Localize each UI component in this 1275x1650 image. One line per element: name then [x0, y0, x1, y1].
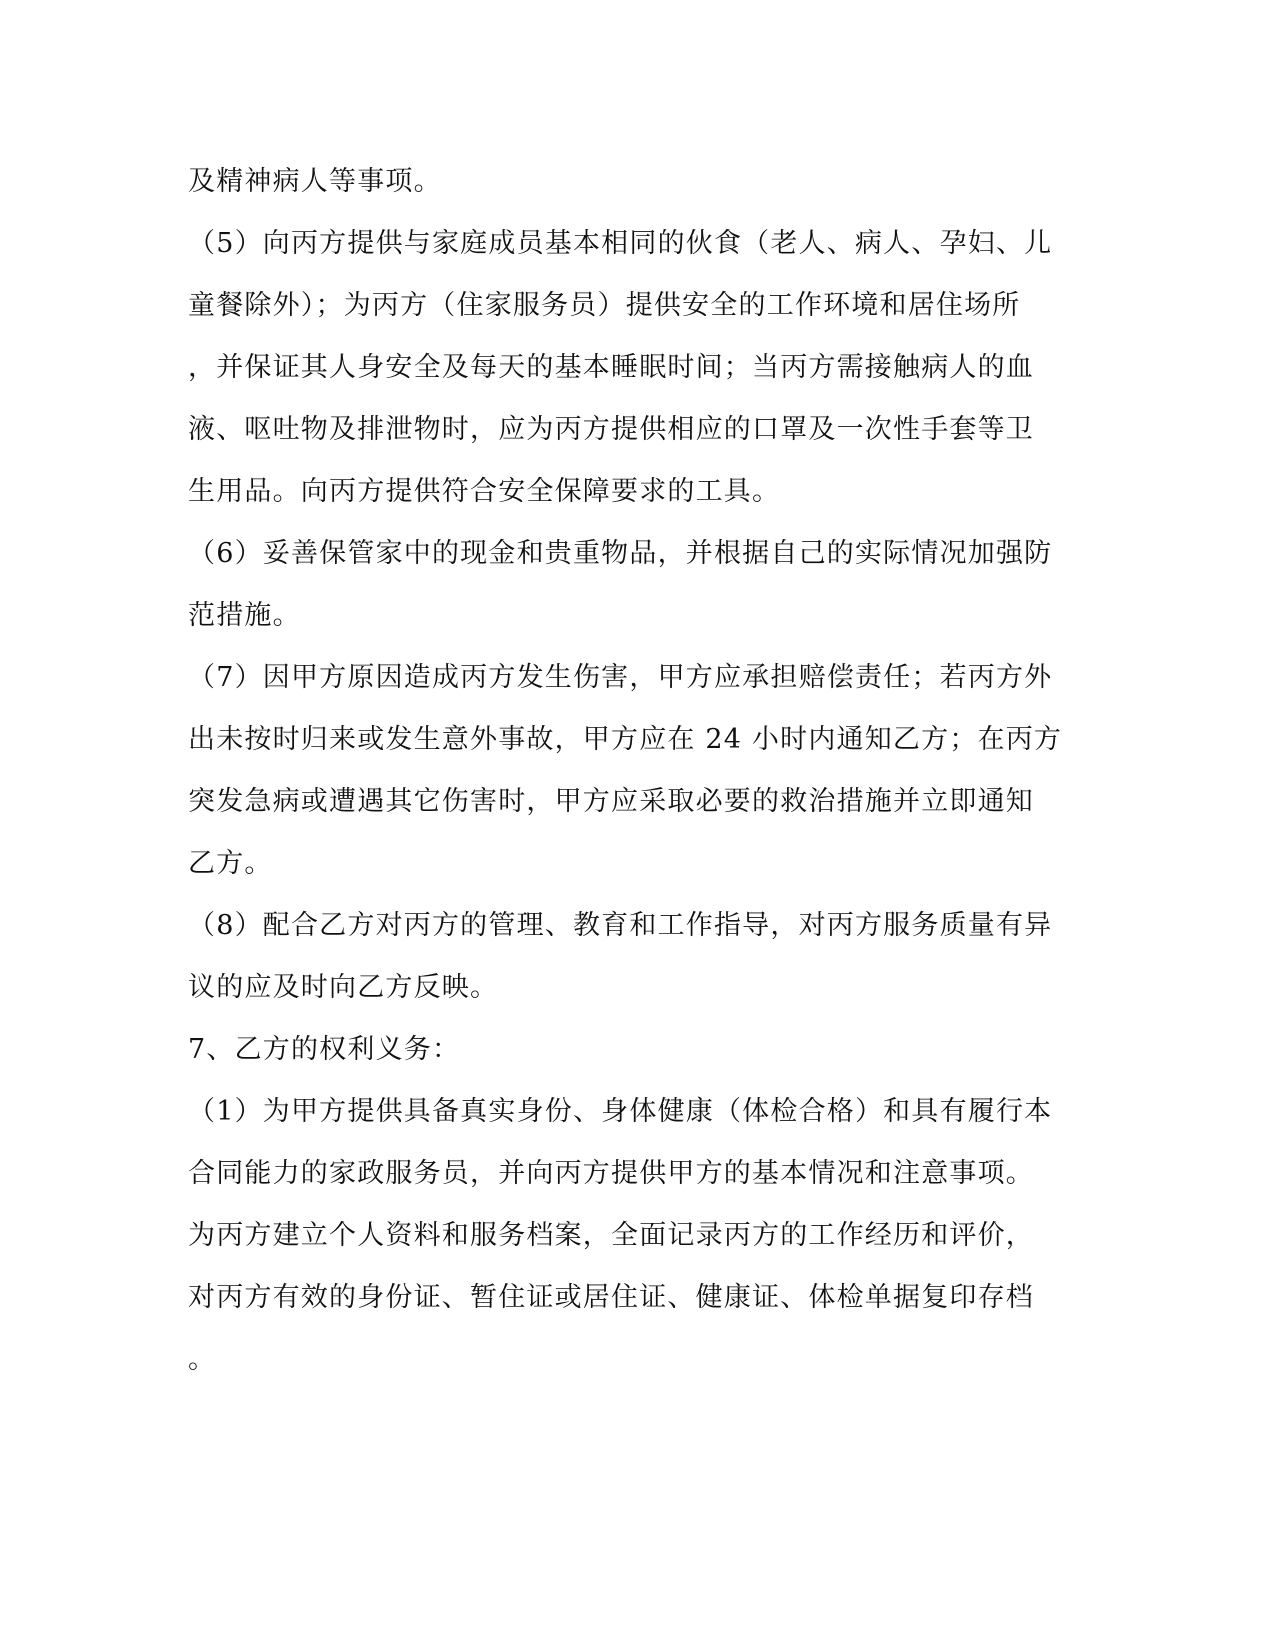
text-line: 突发急病或遭遇其它伤害时，甲方应采取必要的救治措施并立即通知: [188, 786, 1034, 817]
text-line: 为丙方建立个人资料和服务档案，全面记录丙方的工作经历和评价，: [188, 1220, 1034, 1251]
text-line: （1）为甲方提供具备真实身份、身体健康（体检合格）和具有履行本: [188, 1096, 1053, 1127]
text-line: 童餐除外）；为丙方（住家服务员）提供安全的工作环境和居住场所: [188, 290, 1021, 321]
text-line: 7、乙方的权利义务：: [188, 1034, 461, 1065]
text-line: ，并保证其人身安全及每天的基本睡眠时间；当丙方需接触病人的血: [188, 352, 1034, 383]
text-line: 议的应及时向乙方反映。: [188, 972, 499, 1003]
text-line: （5）向丙方提供与家庭成员基本相同的伙食（老人、病人、孕妇、儿: [188, 228, 1053, 259]
text-line: 出未按时归来或发生意外事故，甲方应在 24 小时内通知乙方；在丙方: [188, 724, 1063, 755]
text-line: （8）配合乙方对丙方的管理、教育和工作指导，对丙方服务质量有异: [188, 910, 1053, 941]
text-line: 对丙方有效的身份证、暂住证或居住证、健康证、体检单据复印存档: [188, 1282, 1034, 1313]
text-line: 乙方。: [188, 848, 273, 879]
text-line: 液、呕吐物及排泄物时，应为丙方提供相应的口罩及一次性手套等卫: [188, 414, 1034, 445]
text-line: 合同能力的家政服务员，并向丙方提供甲方的基本情况和注意事项。: [188, 1158, 1034, 1189]
text-line: 范措施。: [188, 600, 301, 631]
text-line: 生用品。向丙方提供符合安全保障要求的工具。: [188, 476, 781, 507]
text-line: 及精神病人等事项。: [188, 166, 442, 197]
text-line: （6）妥善保管家中的现金和贵重物品，并根据自己的实际情况加强防: [188, 538, 1053, 569]
text-line: 。: [188, 1344, 217, 1375]
text-line: （7）因甲方原因造成丙方发生伤害，甲方应承担赔偿责任；若丙方外: [188, 662, 1053, 693]
